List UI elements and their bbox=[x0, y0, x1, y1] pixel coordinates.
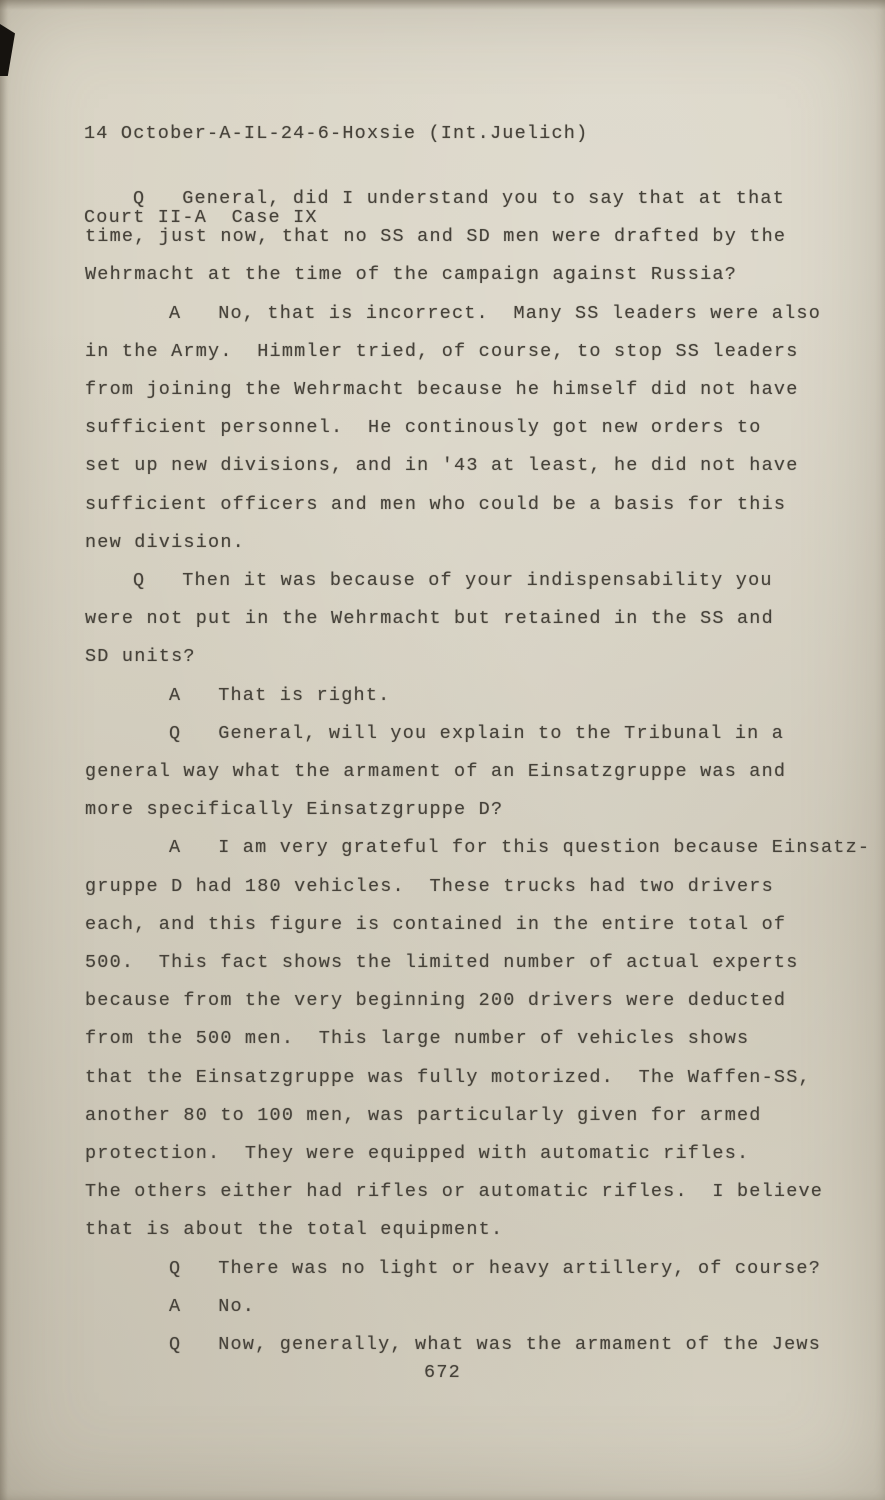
transcript-line: set up new divisions, and in '43 at least, he did not have bbox=[85, 455, 799, 477]
transcript-line: Wehrmacht at the time of the campaign against Russia? bbox=[85, 264, 737, 286]
transcript-line: A I am very grateful for this question because Einsatz- bbox=[169, 837, 871, 859]
transcript-line: A No. bbox=[169, 1295, 256, 1317]
transcript-line: A That is right. bbox=[169, 684, 391, 706]
transcript-line: in the Army. Himmler tried, of course, to stop SS leaders bbox=[85, 340, 799, 362]
transcript-line: that the Einsatzgruppe was fully motorized. The Waffen-SS, bbox=[85, 1066, 811, 1088]
header-line-1: 14 October-A-IL-24-6-Hoxsie (Int.Juelich) bbox=[84, 123, 589, 144]
transcript-line: each, and this figure is contained in the entire total of bbox=[85, 913, 787, 935]
transcript-body bbox=[85, 180, 871, 1364]
transcript-line: that is about the total equipment. bbox=[85, 1219, 504, 1241]
transcript-line: gruppe D had 180 vehicles. These trucks had two drivers bbox=[85, 875, 774, 897]
transcript-line: new division. bbox=[85, 531, 245, 553]
transcript-line: sufficient officers and men who could be a basis for this bbox=[85, 493, 787, 515]
transcript-line: from the 500 men. This large number of vehicles shows bbox=[85, 1028, 750, 1050]
scan-edge-artifact-left bbox=[0, 0, 8, 1500]
transcript-line: time, just now, that no SS and SD men were drafted by the bbox=[85, 226, 787, 248]
transcript-line: sufficient personnel. He continously got new orders to bbox=[85, 417, 762, 439]
transcript-line: Q Then it was because of your indispensability you bbox=[133, 570, 773, 592]
transcript-line: A No, that is incorrect. Many SS leaders were also bbox=[169, 302, 821, 324]
transcript-line: Q General, will you explain to the Tribunal in a bbox=[169, 722, 785, 744]
transcript-line: 500. This fact shows the limited number of actual experts bbox=[85, 952, 799, 974]
transcript-line: Q General, did I understand you to say that at that bbox=[133, 188, 785, 209]
transcript-line: Q Now, generally, what was the armament of the Jews bbox=[169, 1334, 821, 1356]
transcript-line: were not put in the Wehrmacht but retained in the SS and bbox=[85, 608, 774, 630]
transcript-line: The others either had rifles or automatic rifles. I believe bbox=[85, 1181, 824, 1203]
header-line-2: Court II-A Case IX bbox=[84, 207, 318, 228]
transcript-line: more specifically Einsatzgruppe D? bbox=[85, 799, 504, 821]
scan-edge-artifact-top bbox=[0, 0, 885, 10]
transcript-line: Q There was no light or heavy artillery, of course? bbox=[169, 1257, 821, 1279]
transcript-line: protection. They were equipped with automatic rifles. bbox=[85, 1143, 750, 1165]
transcript-line: SD units? bbox=[85, 646, 196, 668]
transcript-line: from joining the Wehrmacht because he himself did not have bbox=[85, 379, 799, 401]
transcript-line: because from the very beginning 200 drivers were deducted bbox=[85, 990, 787, 1012]
transcript-line: another 80 to 100 men, was particularly given for armed bbox=[85, 1104, 762, 1126]
page-number: 672 bbox=[424, 1362, 461, 1383]
transcript-line: general way what the armament of an Einsatzgruppe was and bbox=[85, 761, 787, 783]
scan-corner-mark bbox=[0, 24, 15, 76]
